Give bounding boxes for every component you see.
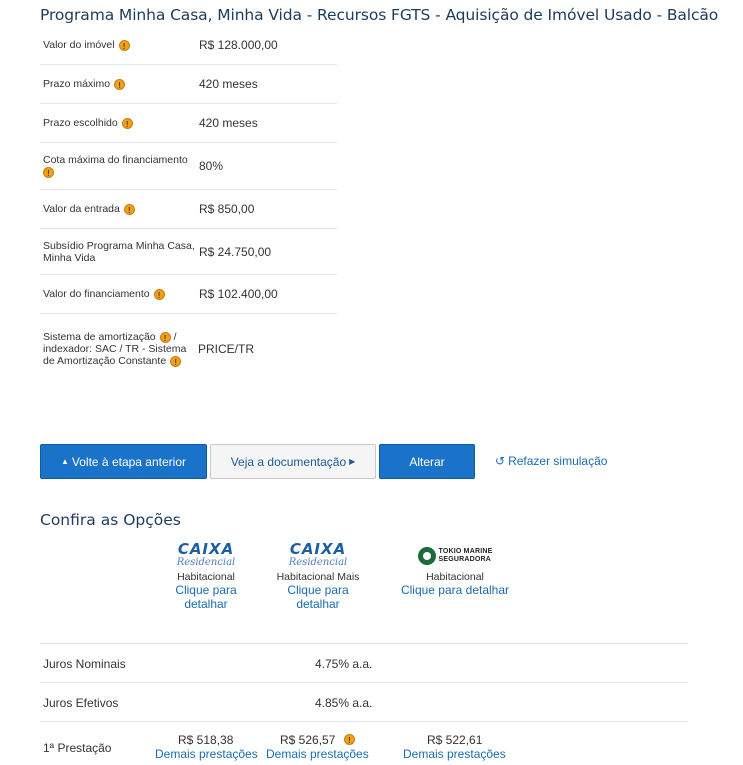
product-name: Habitacional: [177, 571, 235, 583]
warning-icon[interactable]: !: [119, 40, 130, 51]
valor-entrada-value: R$ 850,00: [199, 202, 255, 216]
summary-row-valor-financiamento: [40, 275, 337, 314]
valor-imovel-label: Valor do imóvel: [43, 39, 115, 51]
comparison-table: [40, 643, 688, 765]
triangle-right-icon: ▶: [349, 457, 356, 466]
triangle-up-icon: ▲: [60, 457, 69, 466]
cota-maxima-value: 80%: [199, 159, 224, 173]
tokio-marine-logo: TOKIO MARINE SEGURADORA: [395, 543, 515, 569]
detalhar-link[interactable]: Clique para detalhar: [400, 583, 510, 597]
juros-nominais-label: Juros Nominais: [43, 657, 126, 671]
warning-icon[interactable]: !: [170, 356, 181, 367]
warning-icon[interactable]: !: [160, 332, 171, 343]
detalhar-link[interactable]: Clique para detalhar: [175, 583, 237, 611]
valor-financiamento-label: Valor do financiamento: [43, 288, 150, 300]
subsidio-label: Subsídio Programa Minha Casa, Minha Vida: [43, 239, 195, 264]
alterar-button[interactable]: Alterar: [379, 444, 475, 479]
caixa-logo: CAIXA Residencial: [176, 540, 236, 568]
valor-imovel-value: R$ 128.000,00: [199, 38, 278, 52]
detalhar-link[interactable]: Clique para detalhar: [287, 583, 349, 611]
summary-row-valor-imovel: [40, 26, 337, 65]
summary-row-subsidio: [40, 229, 337, 275]
juros-nominais-value: 4.75% a.a.: [315, 657, 373, 671]
sistema-label: Sistema de amortização: [43, 331, 156, 343]
juros-efetivos-label: Juros Efetivos: [43, 696, 119, 710]
comparison-row-juros-nominais: [40, 643, 688, 682]
prestacao-value: R$ 526,57: [280, 733, 336, 747]
comparison-row-primeira-prestacao: [40, 721, 688, 765]
summary-row-cota-maxima: [40, 143, 337, 190]
voltar-button[interactable]: ▲ Volte à etapa anterior: [40, 444, 207, 479]
demais-prestacoes-link[interactable]: Demais prestações: [155, 747, 258, 761]
demais-prestacoes-link[interactable]: Demais prestações: [266, 747, 369, 761]
documentacao-button[interactable]: Veja a documentação ▶: [210, 444, 376, 479]
product-name: Habitacional Mais: [276, 571, 360, 583]
refazer-simulacao-link[interactable]: ↺ Refazer simulação: [495, 454, 608, 468]
prazo-maximo-value: 420 meses: [199, 77, 258, 91]
product-caixa-habitacional-mais: [272, 540, 364, 611]
sistema-indexador-label: / indexador: SAC / TR - Sistema de Amortização Constante: [43, 331, 187, 367]
warning-icon[interactable]: !: [43, 167, 54, 178]
comparison-row-juros-efetivos: [40, 682, 688, 721]
refresh-icon: ↺: [495, 454, 506, 468]
product-name: Habitacional: [426, 571, 484, 583]
warning-icon[interactable]: !: [344, 734, 355, 745]
summary-row-sistema: [40, 314, 337, 384]
warning-icon[interactable]: !: [154, 289, 165, 300]
prestacao-value: R$ 522,61: [427, 733, 483, 747]
product-tokio-habitacional: [395, 543, 515, 597]
page-title: Programa Minha Casa, Minha Vida - Recursos FGTS - Aquisição de Imóvel Usado - Balcão: [40, 6, 719, 24]
summary-row-prazo-escolhido: [40, 104, 337, 143]
juros-efetivos-value: 4.85% a.a.: [315, 696, 373, 710]
warning-icon[interactable]: !: [114, 79, 125, 90]
summary-row-prazo-maximo: [40, 65, 337, 104]
prazo-escolhido-label: Prazo escolhido: [43, 117, 118, 129]
warning-icon[interactable]: !: [122, 118, 133, 129]
primeira-prestacao-label: 1ª Prestação: [43, 741, 112, 755]
caixa-logo: CAIXA Residencial: [288, 540, 348, 568]
warning-icon[interactable]: !: [124, 204, 135, 215]
tokio-marine-mark-icon: [418, 547, 436, 565]
summary-table: [40, 26, 337, 384]
prazo-escolhido-value: 420 meses: [199, 116, 258, 130]
prazo-maximo-label: Prazo máximo: [43, 78, 111, 90]
sistema-value: PRICE/TR: [198, 342, 255, 356]
summary-row-valor-entrada: [40, 190, 337, 229]
valor-financiamento-value: R$ 102.400,00: [199, 287, 278, 301]
valor-entrada-label: Valor da entrada: [43, 203, 120, 215]
opcoes-title: Confira as Opções: [40, 511, 181, 529]
prestacao-value: R$ 518,38: [178, 733, 234, 747]
cota-maxima-label: Cota máxima do financiamento: [43, 154, 188, 166]
demais-prestacoes-link[interactable]: Demais prestações: [403, 747, 506, 761]
subsidio-value: R$ 24.750,00: [199, 244, 272, 259]
product-caixa-habitacional: [166, 540, 246, 611]
